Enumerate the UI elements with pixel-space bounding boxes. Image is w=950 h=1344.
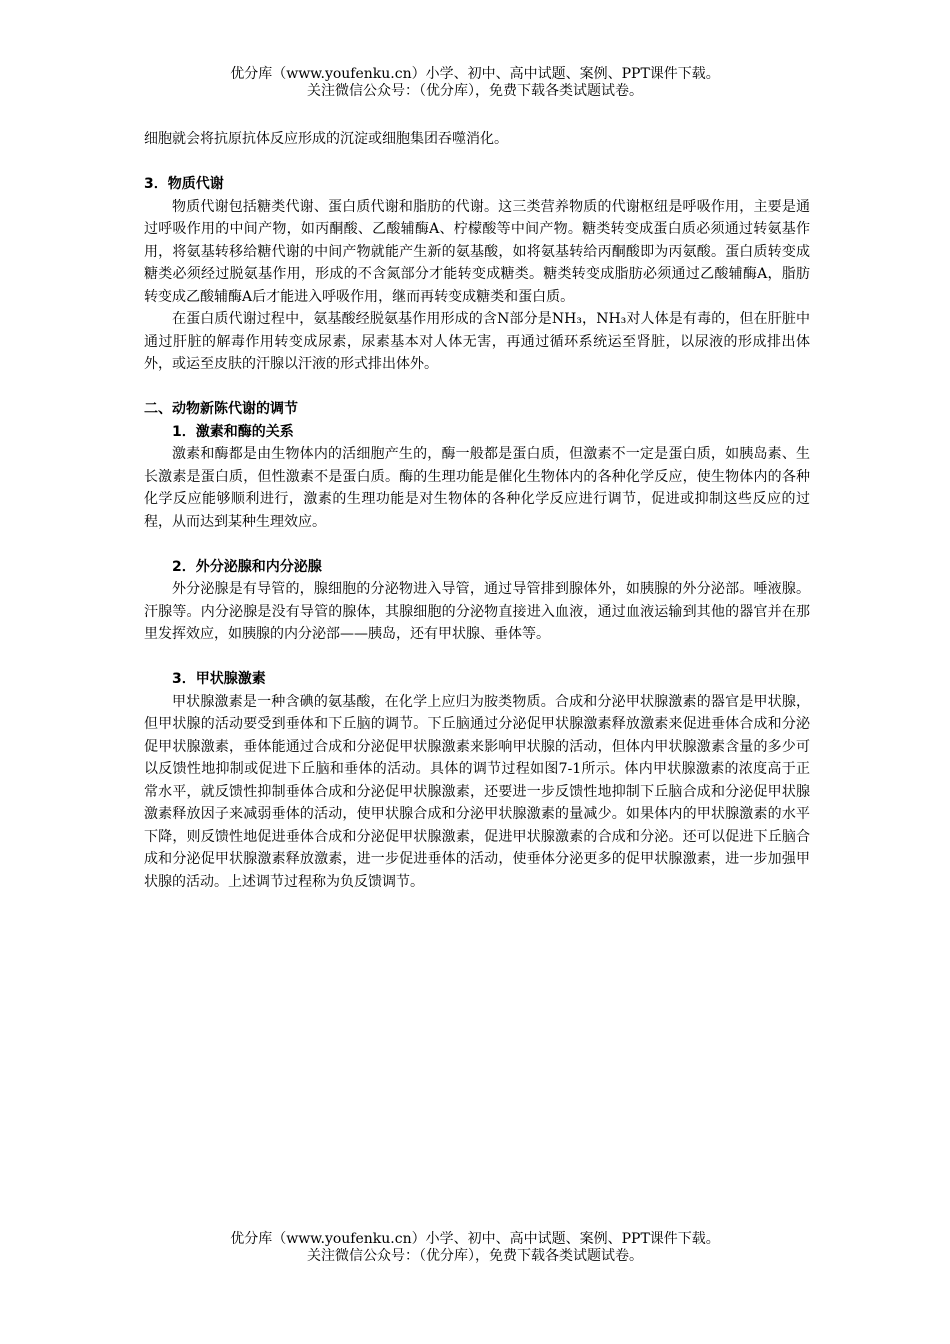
document-body [144,128,810,893]
subsection-3-title: 3．甲状腺激素 [172,671,266,687]
header-line-2: 关注微信公众号：（优分库），免费下载各类试题试卷。 [307,83,643,99]
spacer [144,151,810,174]
subsection-2-title: 2．外分泌腺和内分泌腺 [172,558,322,575]
section-3-title: 3．物质代谢 [144,176,224,192]
intro-line: 细胞就会将抗原抗体反应形成的沉淀或细胞集团吞噬消化。 [144,131,508,147]
section-3-paragraph-2: 在蛋白质代谢过程中，氨基酸经脱氨基作用形成的含N部分是NH₃，NH₃对人体是有毒的，但在肝脏中通过肝脏的解毒作用转变成尿素，尿素基本对人体无害，再通过循环系统运至肾脏，以尿液的形成排出体外，或运至皮肤的汗腺以汗液的形式排出体外。 [144,311,810,372]
spacer [144,533,810,556]
spacer [144,646,810,669]
subsection-1-title: 1．激素和酶的关系 [172,423,294,440]
subsection-3-paragraph: 甲状腺激素是一种含碘的氨基酸，在化学上应归为胺类物质。合成和分泌甲状腺激素的器官是甲状腺，但甲状腺的活动要受到垂体和下丘脑的调节。下丘脑通过分泌促甲状腺激素释放激素来促进垂体合成和分泌促甲状腺激素，垂体能通过合成和分泌促甲状腺激素来影响甲状腺的活动，但体内甲状腺激素含量的多少可以反馈性地抑制或促进下丘脑和垂体的活动。具体的调节过程如图7-1所示。体内甲状腺激素的浓度高于正常水平，就反馈性抑制垂体合成和分泌促甲状腺激素，还要进一步反馈性地抑制下丘脑合成和分泌促甲状腺激素释放因子来减弱垂体的活动，使甲状腺合成和分泌甲状腺激素的量减少。如果体内的甲状腺激素的水平下降，则反馈性地促进垂体合成和分泌促甲状腺激素，促进甲状腺激素的合成和分泌。还可以促进下丘脑合成和分泌促甲状腺激素释放激素，进一步促进垂体的活动，使垂体分泌更多的促甲状腺激素，进一步加强甲状腺的活动。上述调节过程称为负反馈调节。 [144,693,810,890]
footer-line-2: 关注微信公众号：（优分库），免费下载各类试题试卷。 [307,1248,643,1264]
subsection-1-paragraph: 激素和酶都是由生物体内的活细胞产生的，酶一般都是蛋白质，但激素不一定是蛋白质，如胰岛素、生长激素是蛋白质，但性激素不是蛋白质。酶的生理功能是催化生物体内的各种化学反应，使生物体内的各种化学反应能够顺利进行，激素的生理功能是对生物体的各种化学反应进行调节，促进或抑制这些反应的过程，从而达到某种生理效应。 [144,446,810,530]
section-3-paragraph-1: 物质代谢包括糖类代谢、蛋白质代谢和脂肪的代谢。这三类营养物质的代谢枢纽是呼吸作用，主要是通过呼吸作用的中间产物，如丙酮酸、乙酸辅酶A、柠檬酸等中间产物。糖类转变成蛋白质必须通过转氨基作用，将氨基转移给糖代谢的中间产物就能产生新的氨基酸，如将氨基转给丙酮酸即为丙氨酸。蛋白质转变成糖类必须经过脱氨基作用，形成的不含氮部分才能转变成糖类。糖类转变成脂肪必须通过乙酸辅酶A，脂肪转变成乙酸辅酶A后才能进入呼吸作用，继而再转变成糖类和蛋白质。 [144,198,810,305]
spacer [144,376,810,399]
part-2-title: 二、动物新陈代谢的调节 [144,401,298,417]
header-line-1: 优分库（www.youfenku.cn）小学、初中、高中试题、案例、PPT课件下载。 [230,66,720,82]
footer-line-1: 优分库（www.youfenku.cn）小学、初中、高中试题、案例、PPT课件下载。 [230,1231,720,1247]
page-header [0,66,950,100]
page-footer [0,1231,950,1265]
subsection-2-paragraph: 外分泌腺是有导管的，腺细胞的分泌物进入导管，通过导管排到腺体外，如胰腺的外分泌部。唾液腺。汗腺等。内分泌腺是没有导管的腺体，其腺细胞的分泌物直接进入血液，通过血液运输到其他的器官并在那里发挥效应，如胰腺的内分泌部——胰岛，还有甲状腺、垂体等。 [144,581,810,642]
